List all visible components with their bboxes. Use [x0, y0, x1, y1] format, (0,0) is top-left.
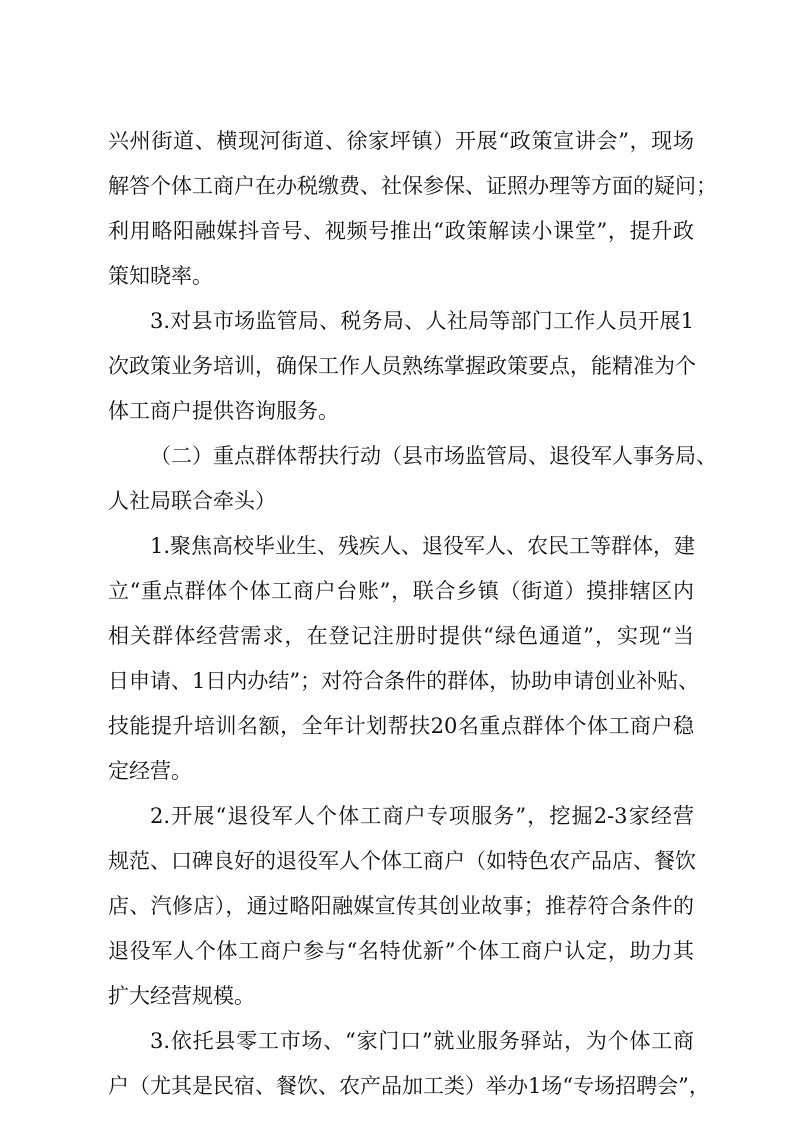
text-line: 退役军人个体工商户参与“名特优新”个体工商户认定，助力其 — [108, 939, 694, 963]
text-line: 定经营。 — [108, 759, 192, 783]
text-line: 相关群体经营需求，在登记注册时提供“绿色通道”，实现“当 — [108, 624, 694, 648]
text-line: 户（尤其是民宿、餐饮、农产品加工类）举办1场“专场招聘会”， — [108, 1074, 710, 1098]
text-line: 规范、口碑良好的退役军人个体工商户（如特色农产品店、餐饮 — [108, 849, 696, 873]
text-line: 体工商户提供咨询服务。 — [108, 399, 339, 423]
text-line: 策知晓率。 — [108, 264, 213, 288]
text-line: 店、汽修店），通过略阳融媒宣传其创业故事；推荐符合条件的 — [108, 894, 694, 918]
text-line: 技能提升培训名额，全年计划帮扶20名重点群体个体工商户稳 — [108, 714, 694, 738]
text-line: 扩大经营规模。 — [108, 984, 255, 1008]
text-line: 1.聚焦高校毕业生、残疾人、退役军人、农民工等群体，建 — [150, 534, 696, 558]
text-line: 立“重点群体个体工商户台账”，联合乡镇（街道）摸排辖区内 — [108, 579, 694, 603]
text-line: 日申请、1日内办结”；对符合条件的群体，协助申请创业补贴、 — [108, 669, 700, 693]
text-line: 解答个体工商户在办税缴费、社保参保、证照办理等方面的疑问； — [108, 174, 717, 198]
text-line: 3.依托县零工市场、“家门口”就业服务驿站，为个体工商 — [150, 1029, 694, 1053]
section-heading: 人社局联合牵头） — [108, 489, 276, 513]
text-line: 兴州街道、横现河街道、徐家坪镇）开展“政策宣讲会”，现场 — [108, 129, 694, 153]
text-line: 利用略阳融媒抖音号、视频号推出“政策解读小课堂”，提升政 — [108, 219, 694, 243]
text-line: 次政策业务培训，确保工作人员熟练掌握政策要点，能精准为个 — [108, 354, 696, 378]
text-line: 2.开展“退役军人个体工商户专项服务”，挖掘2-3家经营 — [150, 804, 694, 828]
section-heading: （二）重点群体帮扶行动（县市场监管局、退役军人事务局、 — [150, 444, 717, 468]
text-line: 3.对县市场监管局、税务局、人社局等部门工作人员开展1 — [150, 309, 694, 333]
